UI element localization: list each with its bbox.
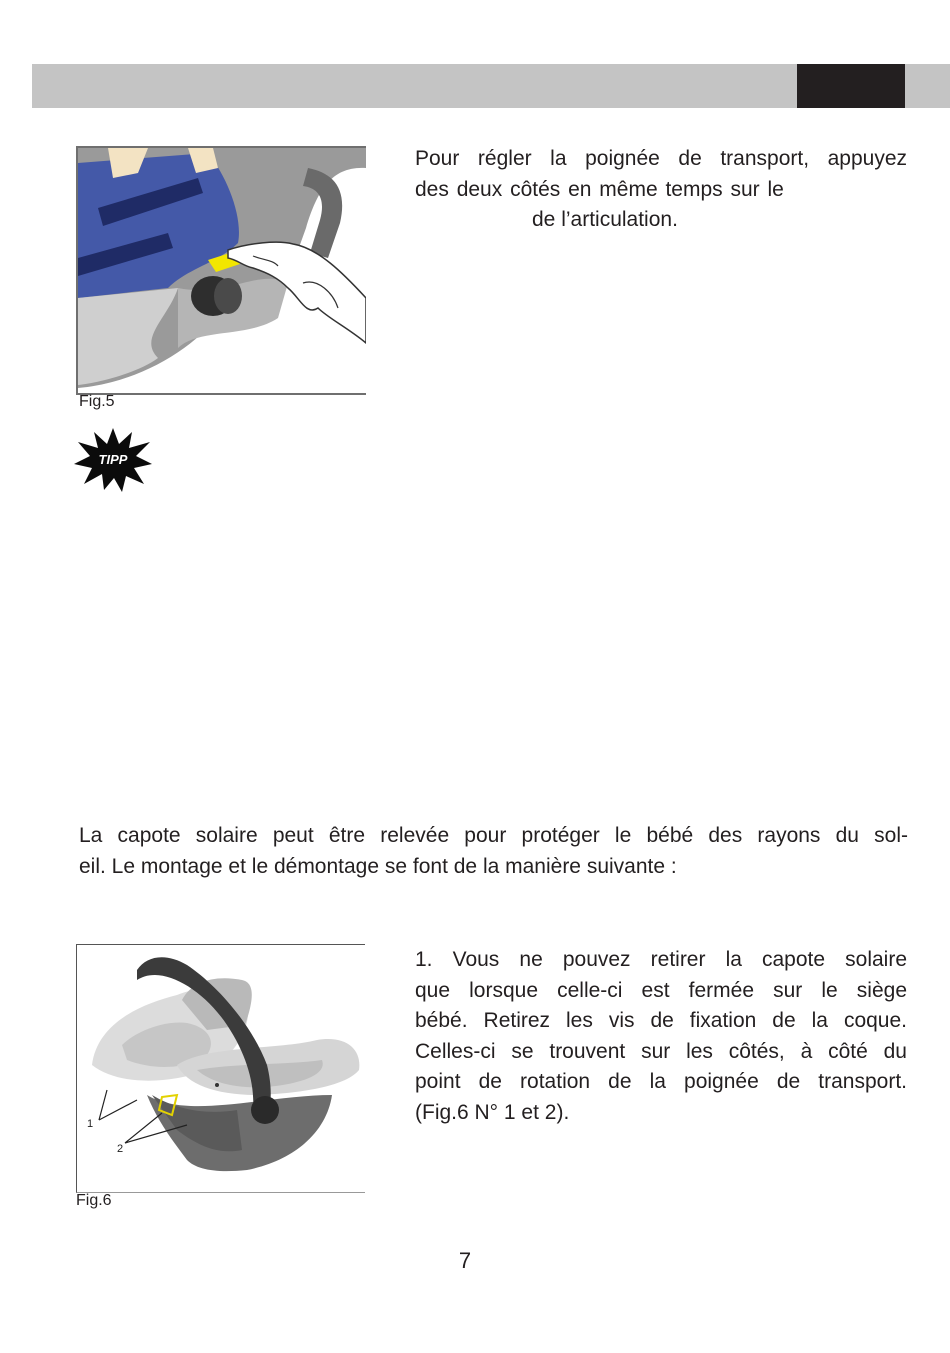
header-block	[797, 64, 905, 108]
handle-text-line-1: Pour régler la poignée de transport, appuyez	[415, 147, 907, 170]
step-1-line-5: point de rotation de la poignée de transport.	[415, 1070, 907, 1093]
canopy-intro-line-1: La capote solaire peut être relevée pour protéger le bébé des rayons du sol-	[79, 824, 908, 847]
figure-6-illustration	[76, 944, 365, 1193]
step-1-line-6: (Fig.6 N° 1 et 2).	[415, 1100, 570, 1124]
figure-6-label-1: 1	[87, 1118, 94, 1130]
step-1-text	[415, 945, 907, 1128]
figure-5-caption: Fig.5	[79, 393, 115, 410]
handle-text-line-2: des deux côtés en même temps sur le	[415, 177, 784, 201]
handle-text-line-3: de l’articulation.	[532, 208, 678, 231]
figure-5-illustration	[76, 146, 366, 395]
step-1-line-2: que lorsque celle-ci est fermée sur le siège	[415, 978, 907, 1002]
step-1-line-3: bébé. Retirez les vis de fixation de la coque.	[415, 1009, 907, 1032]
figure-6-label-2: 2	[117, 1143, 124, 1155]
step-1-line-1: 1. Vous ne pouvez retirer la capote solaire	[415, 948, 907, 971]
tip-burst-icon	[74, 426, 152, 492]
figure-6-caption: Fig.6	[76, 1192, 112, 1209]
tip-badge-text: TIPP	[98, 452, 128, 467]
canopy-intro-line-2: eil. Le montage et le démontage se font de la manière suivante :	[79, 854, 677, 878]
canopy-intro-text	[79, 821, 908, 882]
step-1-line-4: Celles-ci se trouvent sur les côtés, à côté du	[415, 1039, 907, 1063]
handle-adjust-text	[415, 144, 907, 236]
page-number: 7	[458, 1248, 472, 1273]
